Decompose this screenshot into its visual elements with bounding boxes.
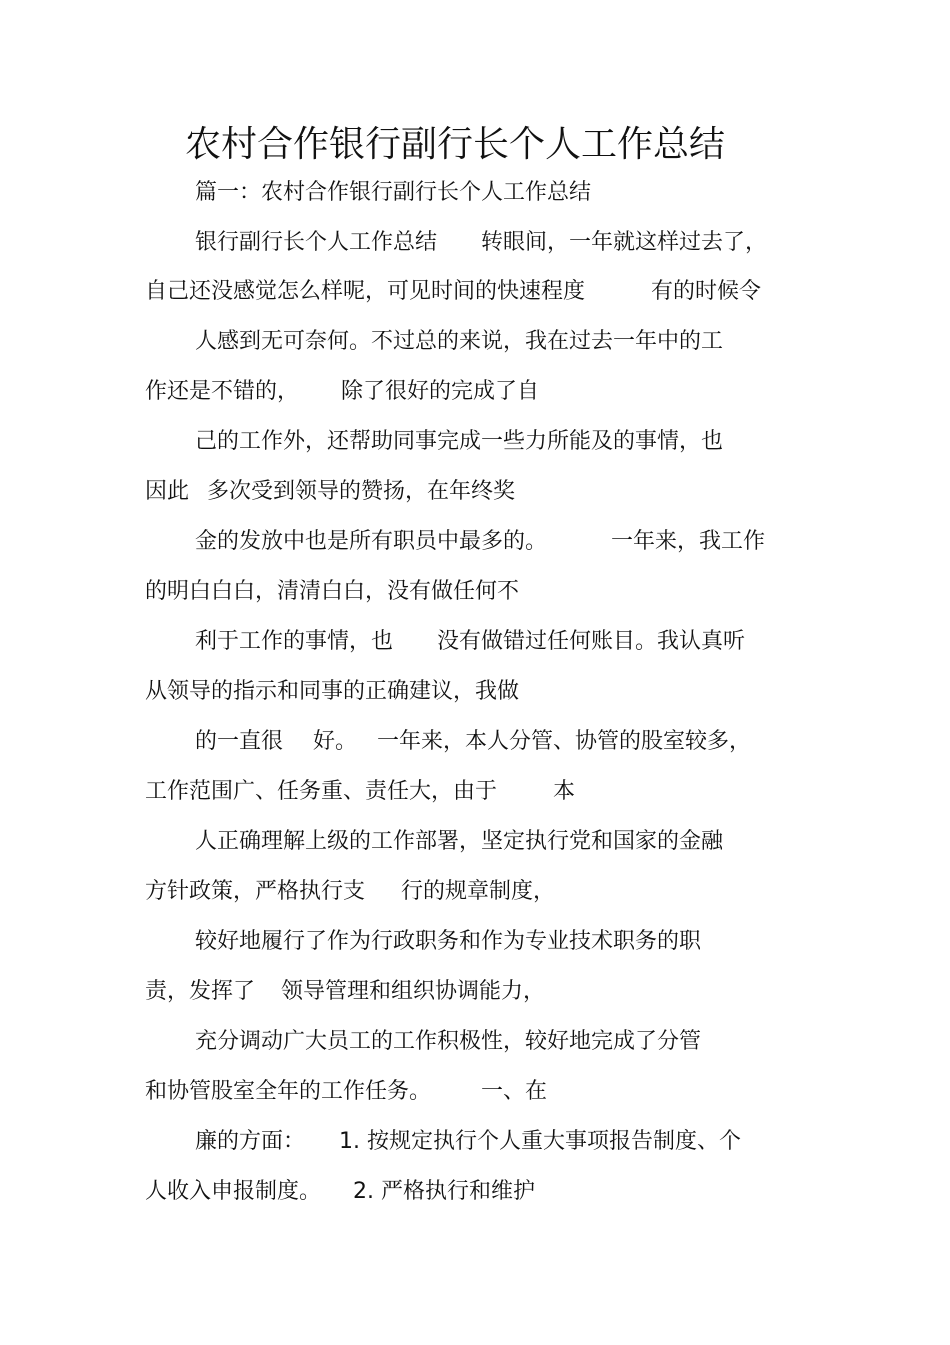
text-segment: 一年来，本人分管、协管的股室较多， — [377, 729, 752, 754]
text-line — [145, 377, 539, 407]
text-line — [145, 877, 555, 907]
text-segment: 人收入申报制度。 — [145, 1179, 322, 1204]
text-segment: 从领导的指示和同事的正确建议，我做 — [145, 679, 520, 704]
text-segment: 多次受到领导的赞扬，在年终奖 — [207, 479, 516, 504]
document-title: 农村合作银行副行长个人工作总结 — [184, 124, 725, 165]
text-line — [145, 677, 519, 707]
text-segment: 没有做错过任何账目。我认真听 — [437, 629, 746, 654]
text-segment: 好。 — [313, 729, 358, 754]
text-segment: 利于工作的事情，也 — [195, 629, 394, 654]
text-segment: 转眼间，一年就这样过去了， — [481, 230, 768, 255]
text-line — [145, 1177, 535, 1207]
text-line — [195, 1027, 701, 1057]
text-line — [195, 327, 723, 357]
text-segment: 本 — [553, 779, 576, 804]
text-segment: 廉的方面： — [195, 1129, 306, 1154]
text-segment: 责，发挥了 — [145, 979, 256, 1004]
text-line — [145, 577, 519, 607]
text-segment: 银行副行长个人工作总结 — [195, 230, 438, 255]
text-line — [145, 1077, 547, 1107]
text-segment: 的明白白白，清清白白，没有做任何不 — [145, 579, 520, 604]
text-line — [195, 1127, 741, 1157]
text-segment: 行的规章制度， — [401, 879, 556, 904]
text-segment: 方针政策，严格执行支 — [145, 879, 366, 904]
text-line — [145, 477, 515, 507]
text-segment: 有的时候令 — [651, 279, 762, 304]
text-line — [195, 427, 723, 457]
text-line — [195, 627, 745, 657]
text-line — [195, 178, 591, 208]
text-segment: 充分调动广大员工的工作积极性，较好地完成了分管 — [195, 1029, 702, 1054]
text-line — [195, 827, 723, 857]
text-line — [145, 977, 545, 1007]
text-segment: 2. 严格执行和维护 — [353, 1179, 535, 1204]
text-segment: 一年来，我工作 — [611, 529, 766, 554]
text-segment: 除了很好的完成了自 — [341, 379, 540, 404]
text-segment: 作还是不错的， — [145, 379, 300, 404]
text-segment: 篇一：农村合作银行副行长个人工作总结 — [195, 180, 592, 205]
text-segment: 1. 按规定执行个人重大事项报告制度、个 — [339, 1129, 742, 1154]
text-segment: 领导管理和组织协调能力， — [281, 979, 546, 1004]
text-segment: 工作范围广、任务重、责任大，由于 — [145, 779, 498, 804]
text-line — [145, 777, 575, 807]
text-segment: 己的工作外，还帮助同事完成一些力所能及的事情，也 — [195, 429, 724, 454]
text-line — [195, 228, 767, 258]
text-line — [195, 927, 701, 957]
text-segment: 的一直很 — [195, 729, 284, 754]
text-segment: 金的发放中也是所有职员中最多的。 — [195, 529, 548, 554]
text-line — [195, 527, 765, 557]
text-segment: 自己还没感觉怎么样呢，可见时间的快速程度 — [145, 279, 586, 304]
text-segment: 人感到无可奈何。不过总的来说，我在过去一年中的工 — [195, 329, 724, 354]
text-segment: 和协管股室全年的工作任务。 — [145, 1079, 432, 1104]
text-segment: 因此 — [145, 479, 190, 504]
text-line — [145, 277, 761, 307]
text-line — [195, 727, 751, 757]
text-segment: 人正确理解上级的工作部署，坚定执行党和国家的金融 — [195, 829, 724, 854]
text-segment: 一、在 — [481, 1079, 548, 1104]
text-segment: 较好地履行了作为行政职务和作为专业技术职务的职 — [195, 929, 702, 954]
